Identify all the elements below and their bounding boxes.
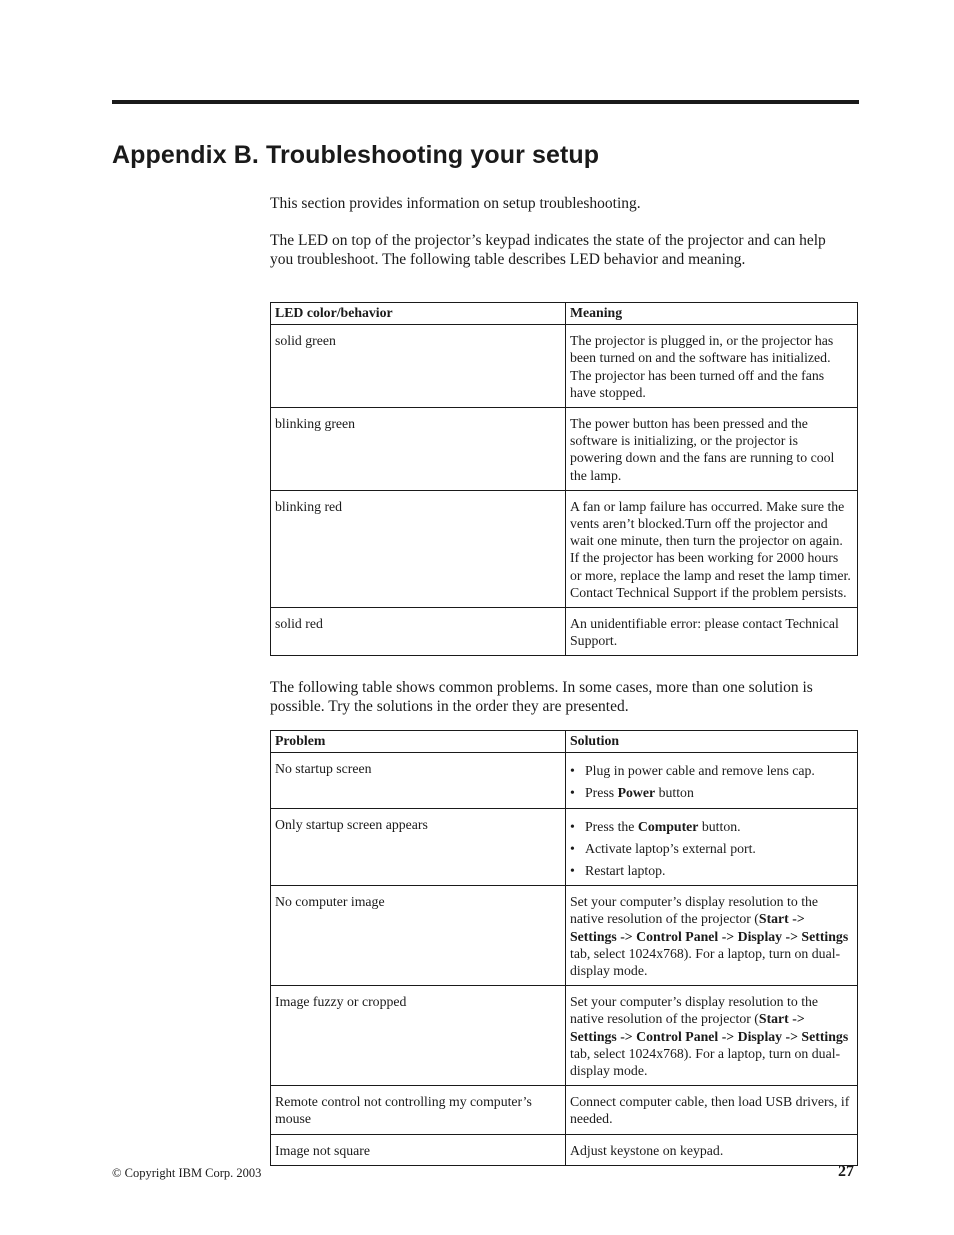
led-behavior-cell: solid red (271, 608, 566, 656)
page-number: 27 (838, 1163, 854, 1180)
table-header-row (271, 303, 858, 325)
solution-cell: Adjust keystone on keypad. (566, 1134, 858, 1165)
solution-cell: Connect computer cable, then load USB drivers, if needed. (566, 1086, 858, 1134)
solution-cell: Set your computer’s display resolution to the native resolution of the projector (Start -> Settings -> Control Panel -> Display -> Settings tab, select 1024x768). For a laptop, turn on dual-display mode. (566, 886, 858, 986)
table-row (271, 325, 858, 408)
problem-cell: No computer image (271, 886, 566, 986)
list-item: • Press the Computer button. (570, 818, 853, 835)
table-row (271, 1134, 858, 1165)
table-row (271, 1086, 858, 1134)
solution-list (570, 762, 853, 801)
led-meaning-cell: The projector is plugged in, or the projector has been turned on and the software has initialized. The projector has been turned off and the fans have stopped. (566, 325, 858, 408)
led-behavior-cell: blinking red (271, 490, 566, 607)
intro-paragraph: This section provides information on setup troubleshooting. (270, 195, 641, 212)
table-header-row (271, 731, 858, 753)
list-item: • Activate laptop’s external port. (570, 840, 853, 857)
list-item: • Press Power button (570, 784, 853, 801)
table-row (271, 886, 858, 986)
solution-list (570, 818, 853, 880)
table-row (271, 608, 858, 656)
problem-cell: Image fuzzy or cropped (271, 986, 566, 1086)
problem-cell: Image not square (271, 1134, 566, 1165)
led-behavior-cell: solid green (271, 325, 566, 408)
column-header: Problem (271, 731, 566, 753)
solution-cell: Set your computer’s display resolution to the native resolution of the projector (Start -> Settings -> Control Panel -> Display -> Settings tab, select 1024x768). For a laptop, turn on dual-display mode. (566, 986, 858, 1086)
list-item: • Restart laptop. (570, 862, 853, 879)
column-header: Meaning (566, 303, 858, 325)
led-intro-paragraph: The LED on top of the projector’s keypad indicates the state of the projector and can help you troubleshoot. The following table describes LED behavior and meaning. (270, 232, 826, 269)
page-title: Appendix B. Troubleshooting your setup (112, 141, 600, 169)
led-behavior-cell: blinking green (271, 408, 566, 491)
table-row (271, 753, 858, 808)
solution-cell (566, 808, 858, 886)
led-meaning-cell: An unidentifiable error: please contact Technical Support. (566, 608, 858, 656)
problem-cell: No startup screen (271, 753, 566, 808)
table-row (271, 808, 858, 886)
solution-cell (566, 753, 858, 808)
table-row (271, 490, 858, 607)
led-meaning-cell: The power button has been pressed and the software is initializing, or the projector is powering down and the fans are running to cool the lamp. (566, 408, 858, 491)
column-header: Solution (566, 731, 858, 753)
problem-cell: Only startup screen appears (271, 808, 566, 886)
led-table (270, 302, 858, 656)
list-item: • Plug in power cable and remove lens cap. (570, 762, 853, 779)
column-header: LED color/behavior (271, 303, 566, 325)
copyright-notice: © Copyright IBM Corp. 2003 (112, 1166, 262, 1180)
table-row (271, 986, 858, 1086)
problem-table (270, 730, 858, 1166)
header-rule (112, 100, 859, 104)
led-meaning-cell: A fan or lamp failure has occurred. Make sure the vents aren’t blocked.Turn off the projector and wait one minute, then turn the projector on again. If the projector has been working for 2000 hours or more, replace the lamp and reset the lamp timer. Contact Technical Support if the problem persists. (566, 490, 858, 607)
problems-intro-paragraph: The following table shows common problems. In some cases, more than one solution is possible. Try the solutions in the order they are presented. (270, 679, 813, 716)
table-row (271, 408, 858, 491)
problem-cell: Remote control not controlling my computer’s mouse (271, 1086, 566, 1134)
